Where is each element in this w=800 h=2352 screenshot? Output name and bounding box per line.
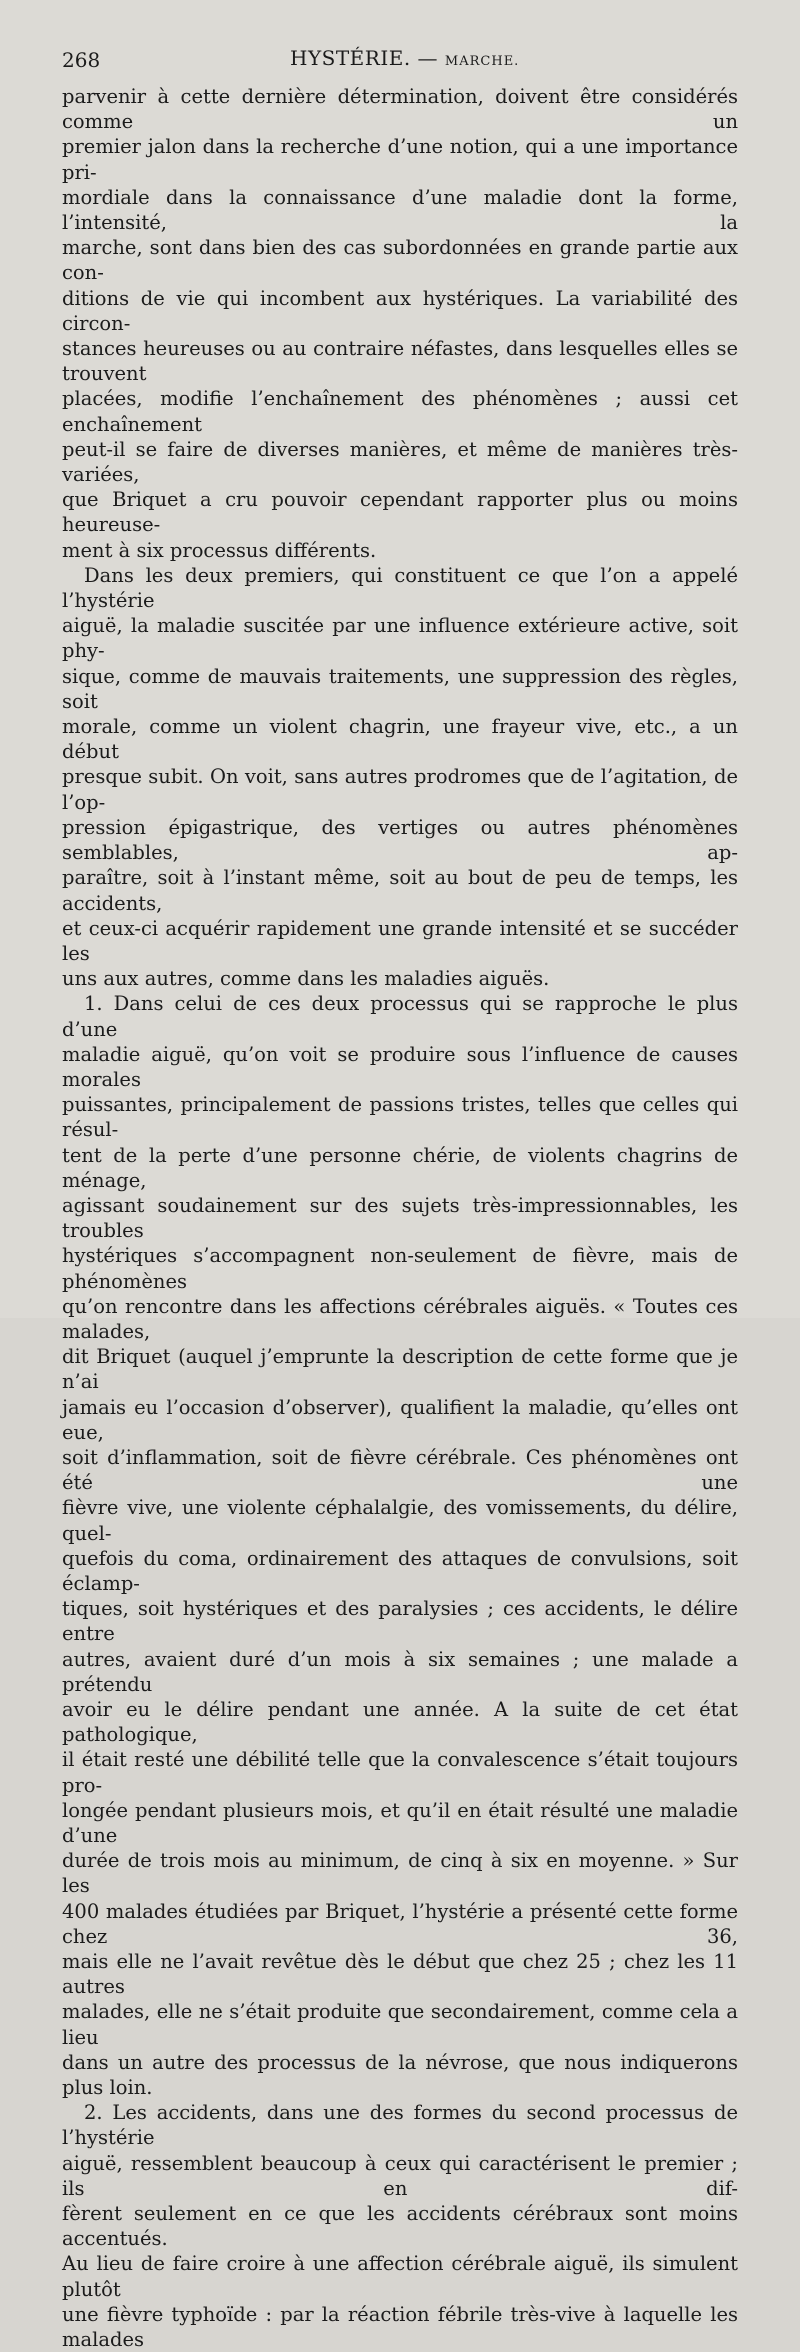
text-line: fièvre vive, une violente céphalalgie, des vomissements, du délire, quel- xyxy=(62,1496,738,1545)
running-title xyxy=(290,46,519,70)
text-line: marche, sont dans bien des cas subordonnées en grande partie aux con- xyxy=(62,236,738,285)
text-line: hystériques s’accompagnent non-seulement de fièvre, mais de phénomènes xyxy=(62,1244,738,1293)
text-line: uns aux autres, comme dans les maladies aiguës. xyxy=(62,967,550,991)
text-line: presque subit. On voit, sans autres prodromes que de l’agitation, de l’op- xyxy=(62,765,738,814)
text-line: mordiale dans la connaissance d’une maladie dont la forme, l’intensité, la xyxy=(62,185,738,235)
text-line: aiguë, la maladie suscitée par une influence extérieure active, soit phy- xyxy=(62,614,738,663)
text-line: longée pendant plusieurs mois, et qu’il en était résulté une maladie d’une xyxy=(62,1798,738,1848)
text-line: fèrent seulement en ce que les accidents cérébraux sont moins accentués. xyxy=(62,2202,738,2251)
text-line: jamais eu l’occasion d’observer), qualifient la maladie, qu’elles ont eue, xyxy=(62,1395,738,1444)
text-line: agissant soudainement sur des sujets très-impressionnables, les troubles xyxy=(62,1193,738,1243)
text-line: 1. Dans celui de ces deux processus qui se rapproche le plus d’une xyxy=(62,992,738,1041)
text-line: quefois du coma, ordinairement des attaques de convulsions, soit éclamp- xyxy=(62,1546,738,1595)
text-line: que Briquet a cru pouvoir cependant rapporter plus ou moins heureuse- xyxy=(62,488,738,537)
text-line: tent de la perte d’une personne chérie, de violents chagrins de ménage, xyxy=(62,1143,738,1192)
text-line: maladie aiguë, qu’on voit se produire sous l’influence de causes morales xyxy=(62,1042,738,1091)
text-line: pression épigastrique, des vertiges ou autres phénomènes semblables, ap- xyxy=(62,815,738,865)
text-line: il était resté une débilité telle que la convalescence s’était toujours pro- xyxy=(62,1748,738,1797)
text-line: stances heureuses ou au contraire néfastes, dans lesquelles elles se trouvent xyxy=(62,337,738,386)
text-line: tiques, soit hystériques et des paralysies ; ces accidents, le délire entre xyxy=(62,1597,738,1646)
text-line: une fièvre typhoïde : par la réaction fébrile très-vive à laquelle les malades xyxy=(62,2302,738,2352)
text-line: mais elle ne l’avait revêtue dès le début que chez 25 ; chez les 11 autres xyxy=(62,1950,738,1999)
text-line: 400 malades étudiées par Briquet, l’hystérie a présenté cette forme chez 36, xyxy=(62,1899,738,1948)
text-line: paraître, soit à l’instant même, soit au bout de peu de temps, les accidents, xyxy=(62,866,738,915)
text-line: placées, modifie l’enchaînement des phénomènes ; aussi cet enchaînement xyxy=(62,387,738,436)
text-line: premier jalon dans la recherche d’une notion, qui a une importance pri- xyxy=(62,135,738,184)
text-line: durée de trois mois au minimum, de cinq à six en moyenne. » Sur les xyxy=(62,1849,738,1898)
body-text xyxy=(62,84,738,2352)
text-line: et ceux-ci acquérir rapidement une grande intensité et se succéder les xyxy=(62,916,738,965)
text-line: 2. Les accidents, dans une des formes du second processus de l’hystérie xyxy=(62,2101,738,2150)
text-line: dans un autre des processus de la névrose, que nous indiquerons plus loin. xyxy=(62,2050,738,2100)
text-line: puissantes, principalement de passions tristes, telles que celles qui résul- xyxy=(62,1093,738,1142)
section-subtitle: MARCHE. xyxy=(444,54,520,69)
chapter-title: HYSTÉRIE. xyxy=(290,46,411,70)
text-line: morale, comme un violent chagrin, une frayeur vive, etc., a un début xyxy=(62,715,738,764)
text-line: Au lieu de faire croire à une affection cérébrale aiguë, ils simulent plutôt xyxy=(62,2252,738,2301)
text-line: aiguë, ressemblent beaucoup à ceux qui caractérisent le premier ; ils en dif- xyxy=(62,2151,738,2200)
text-line: autres, avaient duré d’un mois à six semaines ; une malade a prétendu xyxy=(62,1647,738,1696)
running-header xyxy=(62,44,738,78)
text-line: ditions de vie qui incombent aux hystériques. La variabilité des circon- xyxy=(62,286,738,335)
text-line: soit d’inflammation, soit de fièvre cérébrale. Ces phénomènes ont été une xyxy=(62,1445,738,1495)
text-line: qu’on rencontre dans les affections cérébrales aiguës. « Toutes ces malades, xyxy=(62,1294,738,1343)
text-line: peut-il se faire de diverses manières, et même de manières très-variées, xyxy=(62,437,738,487)
text-line: Dans les deux premiers, qui constituent ce que l’on a appelé l’hystérie xyxy=(62,563,738,613)
text-line: malades, elle ne s’était produite que secondairement, comme cela a lieu xyxy=(62,2000,738,2049)
page-number: 268 xyxy=(62,48,101,72)
text-line: avoir eu le délire pendant une année. A la suite de cet état pathologique, xyxy=(62,1698,738,1747)
text-line: sique, comme de mauvais traitements, une suppression des règles, soit xyxy=(62,664,738,713)
text-line: parvenir à cette dernière détermination, doivent être considérés comme un xyxy=(62,85,738,134)
title-dash: — xyxy=(410,46,445,70)
text-line: ment à six processus différents. xyxy=(62,538,377,562)
text-line: dit Briquet (auquel j’emprunte la description de cette forme que je n’ai xyxy=(62,1345,738,1394)
